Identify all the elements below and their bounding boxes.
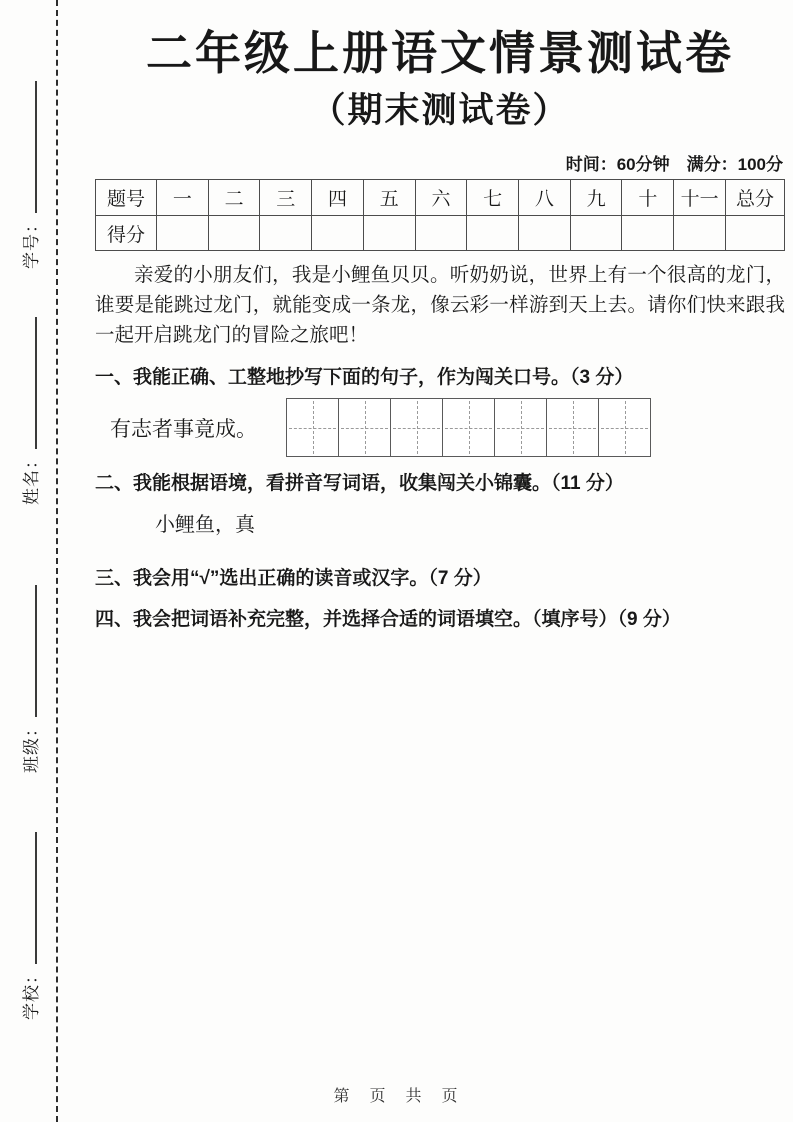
- score-table-score-row: [96, 216, 785, 251]
- score-table-score-cell: [570, 216, 622, 251]
- score-table-column-header: 十: [622, 180, 674, 216]
- score-table-score-cell: [415, 216, 467, 251]
- score-table-score-cell: [208, 216, 260, 251]
- section-2-pinyin-lines: [95, 508, 785, 552]
- score-table-column-header: 八: [519, 180, 571, 216]
- grid-cell: [494, 398, 547, 457]
- score-table-score-cell: [674, 216, 726, 251]
- score-table-column-header: 四: [312, 180, 364, 216]
- score-table-column-header: 三: [260, 180, 312, 216]
- score-table-column-header: 十一: [674, 180, 726, 216]
- copy-sentence: 有志者事竟成。: [110, 416, 257, 441]
- sidebar-field-3: [17, 824, 39, 1020]
- score-table-row-label: 得分: [96, 216, 157, 251]
- page-subtitle: （期末测试卷）: [310, 91, 570, 130]
- sidebar-field-blank-line: [21, 317, 37, 449]
- sidebar-field-label: 姓名：: [22, 451, 41, 505]
- sidebar-field-blank-line: [21, 585, 37, 717]
- writing-grid: [287, 398, 651, 457]
- score-table-score-cell: [363, 216, 415, 251]
- section-1-heading: 一、我能正确、工整地抄写下面的句子，作为闯关口号。（3 分）: [95, 367, 634, 388]
- section-3-heading: 三、我会用“√”选出正确的读音或汉字。（7 分）: [95, 568, 492, 589]
- score-table-score-cell: [622, 216, 674, 251]
- score-table-column-header: 总分: [726, 180, 785, 216]
- score-table-score-cell: [260, 216, 312, 251]
- score-table-row-label: 题号: [96, 180, 157, 216]
- sidebar-field-0: [17, 73, 39, 269]
- sidebar-field-label: 学号：: [22, 215, 41, 269]
- grid-cell: [286, 398, 339, 457]
- grid-cell: [338, 398, 391, 457]
- score-table-score-cell: [519, 216, 571, 251]
- grid-cell: [390, 398, 443, 457]
- section-4-heading: 四、我会把词语补充完整，并选择合适的词语填空。（填序号）（9 分）: [95, 609, 681, 630]
- sidebar-field-blank-line: [21, 832, 37, 964]
- sidebar-field-1: [17, 309, 39, 505]
- intro-paragraph: 亲爱的小朋友们，我是小鲤鱼贝贝。听奶奶说，世界上有一个很高的龙门，谁要是能跳过龙门，就能变成一条龙，像云彩一样游到天上去。请你们快来跟我一起开启跳龙门的冒险之旅吧！: [95, 265, 785, 346]
- exam-time-score-meta: 时间：60分钟 满分：100分: [565, 155, 783, 174]
- score-table-column-header: 七: [467, 180, 519, 216]
- sidebar-field-blank-line: [21, 81, 37, 213]
- grid-cell: [546, 398, 599, 457]
- score-table-score-cell: [312, 216, 364, 251]
- score-table-column-header: 九: [570, 180, 622, 216]
- score-table: [95, 179, 785, 251]
- section-1-copy-row: [110, 398, 785, 457]
- seal-dashed-line: [56, 0, 58, 1122]
- page-footer: 第 页 共 页: [333, 1088, 460, 1105]
- score-table-score-cell: [467, 216, 519, 251]
- paper-content: [95, 0, 785, 634]
- score-table-header-row: [96, 180, 785, 216]
- score-table-score-cell: [726, 216, 785, 251]
- score-table-column-header: 五: [363, 180, 415, 216]
- sidebar-field-2: [17, 577, 39, 773]
- page-title: 二年级上册语文情景测试卷: [146, 27, 734, 79]
- grid-cell: [442, 398, 495, 457]
- sidebar-field-label: 班级：: [22, 719, 41, 773]
- score-table-score-cell: [157, 216, 209, 251]
- grid-cell: [598, 398, 651, 457]
- score-table-column-header: 六: [415, 180, 467, 216]
- pinyin-line-1: [155, 508, 785, 552]
- sidebar-field-label: 学校：: [22, 966, 41, 1020]
- pinyin-line-text: 小鲤鱼，真: [155, 514, 255, 536]
- score-table-column-header: 一: [157, 180, 209, 216]
- section-2-heading: 二、我能根据语境，看拼音写词语，收集闯关小锦囊。（11 分）: [95, 473, 624, 494]
- score-table-column-header: 二: [208, 180, 260, 216]
